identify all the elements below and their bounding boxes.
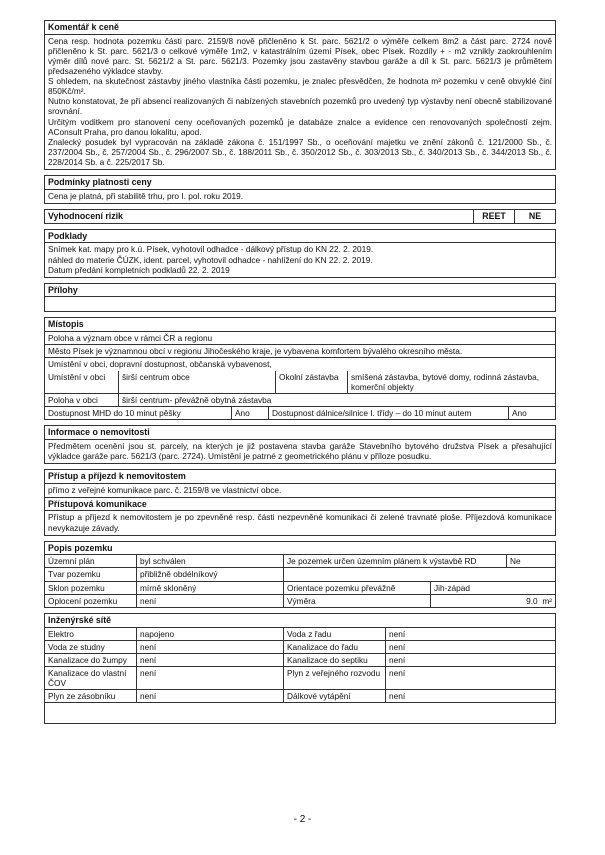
komentar-paragraph: Cena resp. hodnota pozemku části parc. 2159/8 nově přičleněno k St. parc. 5621/2 o výměře celkem 8m2 a část parc. 2724 nově přičleněno k St. parc. 5621/3 o celkové výměře 1m2, v katastrálním území Písek, obec Písek. Rozdíly + - m2 vznikly zaokrouhlením výměr dílů nové parc. St. 5621/2 a St. parc. 5621/3. Pozemky jsou zastavěny stavbou garáže a díl k St. parc. 5621/3 je průmětem předsazeného výkladce stavby.	[48, 35, 552, 77]
okolni-zastavba-label: Okolní zástavba	[276, 371, 348, 394]
informace-text: Předmětem ocenění jsou st. parcely, na kterých je již postavena stavba garáže Stavebního bytového družstva Písek a přesahující výkladce garáže parc. 5621/3 (parc. 2724). Umístění je patrné z geometrického plánu v příloze posudku.	[48, 440, 552, 461]
table-row	[45, 627, 556, 640]
pristup-text: přímo z veřejné komunikace parc. č. 2159/8 ve vlastnictví obce.	[48, 484, 282, 495]
podklady-section	[44, 229, 556, 278]
podklady-title: Podklady	[45, 230, 555, 244]
komentar-paragraph: Nutno konstatovat, že při absenci realizovaných či nabízených stavebních pozemků pro uvedený typ výstavby není obecně stabilizované srovnání.	[48, 96, 552, 117]
dalnice-value: Ano	[509, 406, 556, 419]
pristup-section	[44, 469, 556, 498]
mistopis-title: Místopis	[45, 318, 555, 332]
site-table	[44, 627, 556, 704]
komentar-paragraph: S ohledem, na skutečnost zástavby jiného vlastníka části pozemku, je znalec přesvědčen, že hodnota m² pozemku v ceně obvyklé činí 850Kč/m².	[48, 76, 552, 97]
dalnice-label: Dostupnost dálnice/silnice I. třídy – do 10 minut autem	[269, 406, 509, 419]
urcen-value: Ne	[507, 555, 556, 568]
site-empty	[45, 703, 555, 723]
site-label: Plyn z veřejného rozvodu	[284, 666, 386, 689]
site-label: Voda ze studny	[45, 640, 137, 653]
orientace-label: Orientace pozemku převážně	[284, 581, 431, 594]
poloha-label: Poloha a význam obce v rámci ČR a regionu	[48, 333, 213, 344]
rizika-section	[44, 209, 556, 224]
document-page	[44, 20, 556, 729]
site-label: Kanalizace do vlastní ČOV	[45, 666, 137, 689]
podklady-line: náhled do materie ČÚZK, ident. parcel, vyhotovil odhadce - nahlížení do KN 22. 2. 2019.	[48, 254, 373, 265]
vymera-value: 9.0	[526, 595, 538, 606]
podklady-line: Snímek kat. mapy pro k.ú. Písek, vyhotovil odhadce - dálkový přístup do KN 22. 2. 2019.	[48, 244, 374, 255]
pristup-title: Přístup a příjezd k nemovitostem	[45, 470, 555, 484]
site-value: není	[137, 666, 284, 689]
page-number: - 2 -	[293, 814, 312, 825]
tvar-value: přibližně obdélníkový	[137, 568, 284, 581]
komunikace-section	[44, 498, 556, 536]
tvar-label: Tvar pozemku	[45, 568, 137, 581]
site-value: není	[137, 653, 284, 666]
poloha-v-obci-label: Poloha v obci	[45, 393, 119, 406]
table-row	[45, 653, 556, 666]
site-value: napojeno	[137, 627, 284, 640]
popis-title: Popis pozemku	[45, 542, 555, 556]
site-value: není	[137, 640, 284, 653]
rizika-ne: NE	[514, 210, 555, 223]
vymera-unit: m²	[542, 595, 552, 606]
rizika-reet: REET	[473, 210, 514, 223]
umisteni-v-obci-label: Umístění v obci	[45, 371, 119, 394]
uzemni-plan-label: Územní plán	[45, 555, 137, 568]
informace-title: Informace o nemovitosti	[45, 426, 555, 440]
vymera-value-cell	[431, 594, 556, 607]
sklon-label: Sklon pozemku	[45, 581, 137, 594]
prilohy-section	[44, 283, 556, 313]
site-value: není	[386, 640, 556, 653]
komentar-paragraph: Znalecký posudek byl vypracován na základě zákona č. 151/1997 Sb., o oceňování majetku ve znění zákonů č. 121/2000 Sb., č. 237/2004 Sb., č. 257/2004 Sb., č. 296/2007 Sb., č. 188/2011 Sb., č. 350/2012 Sb., č. 303/2013 Sb., č. 340/2013 Sb., č. 344/2013 Sb., č. 228/2014 Sb. a č. 225/2017 Sb.	[48, 136, 552, 168]
site-title: Inženýrské sítě	[45, 614, 555, 628]
table-row	[45, 690, 556, 703]
podklady-line: Datum předání kompletních podkladů 22. 2. 2019	[48, 264, 230, 275]
site-value: není	[386, 666, 556, 689]
site-value: není	[386, 627, 556, 640]
site-value: není	[137, 690, 284, 703]
poloha-text: Město Písek je významnou obcí v regionu Jihočeského kraje, je vybavena komfortem bývalého okresního města.	[45, 344, 555, 357]
site-label: Kanalizace do septiku	[284, 653, 386, 666]
urcen-label: Je pozemek určen územním plánem k výstavbě RD	[284, 555, 507, 568]
komentar-paragraph: Určitým voditkem pro stanovení ceny oceňovaných pozemků je databáze znalce a evidence cen renovovaných společností zejm. AConsult Praha, pro danou lokalitu, apod.	[48, 116, 552, 137]
komunikace-title: Přístupová komunikace	[45, 498, 555, 512]
komunikace-text: Přístup a příjezd k nemovitostem je po zpevněné resp. části nezpevněné komunikaci či zelené travnaté ploše. Příjezdová komunikace nevykazuje závady.	[48, 512, 552, 533]
sklon-value: mírně skloněný	[137, 581, 284, 594]
site-label: Kanalizace do žumpy	[45, 653, 137, 666]
podminky-section	[44, 175, 556, 204]
site-label: Dálkové vytápění	[284, 690, 386, 703]
oploceni-value: není	[137, 594, 284, 607]
site-label: Elektro	[45, 627, 137, 640]
table-row	[45, 640, 556, 653]
site-value: není	[386, 690, 556, 703]
site-value: není	[386, 653, 556, 666]
site-section	[44, 613, 556, 724]
rizika-title: Vyhodnocení rizik	[48, 210, 123, 221]
popis-section	[44, 541, 556, 608]
okolni-zastavba-value: smíšená zástavba, bytové domy, rodinná zástavba, komerční objekty	[348, 371, 556, 394]
umisteni-label: Umístění v obci, dopravní dostupnost, občanská vybavenost,	[45, 357, 555, 370]
prilohy-empty	[45, 297, 555, 311]
orientace-value: Jih-západ	[431, 581, 556, 594]
uzemni-plan-value: byl schválen	[137, 555, 284, 568]
mistopis-section	[44, 317, 556, 419]
site-label: Plyn ze zásobníku	[45, 690, 137, 703]
vymera-label: Výměra	[284, 594, 431, 607]
site-label: Voda z řadu	[284, 627, 386, 640]
poloha-v-obci-value: širší centrum- převážně obytná zástavba	[119, 393, 556, 406]
mhd-value: Ano	[232, 406, 269, 419]
empty-cell	[284, 568, 556, 581]
umisteni-v-obci-value: širší centrum obce	[119, 371, 276, 394]
site-label: Kanalizace do řadu	[284, 640, 386, 653]
komentar-title: Komentář k ceně	[45, 21, 555, 35]
podminky-title: Podmínky platnosti ceny	[45, 176, 555, 190]
oploceni-label: Oplocení pozemku	[45, 594, 137, 607]
table-row	[45, 666, 556, 689]
prilohy-title: Přílohy	[45, 284, 555, 298]
mhd-label: Dostupnost MHD do 10 minut pěšky	[45, 406, 232, 419]
komentar-section	[44, 20, 556, 170]
podminky-text: Cena je platná, při stabilitě trhu, pro I. pol. roku 2019.	[48, 190, 244, 201]
informace-section	[44, 425, 556, 464]
